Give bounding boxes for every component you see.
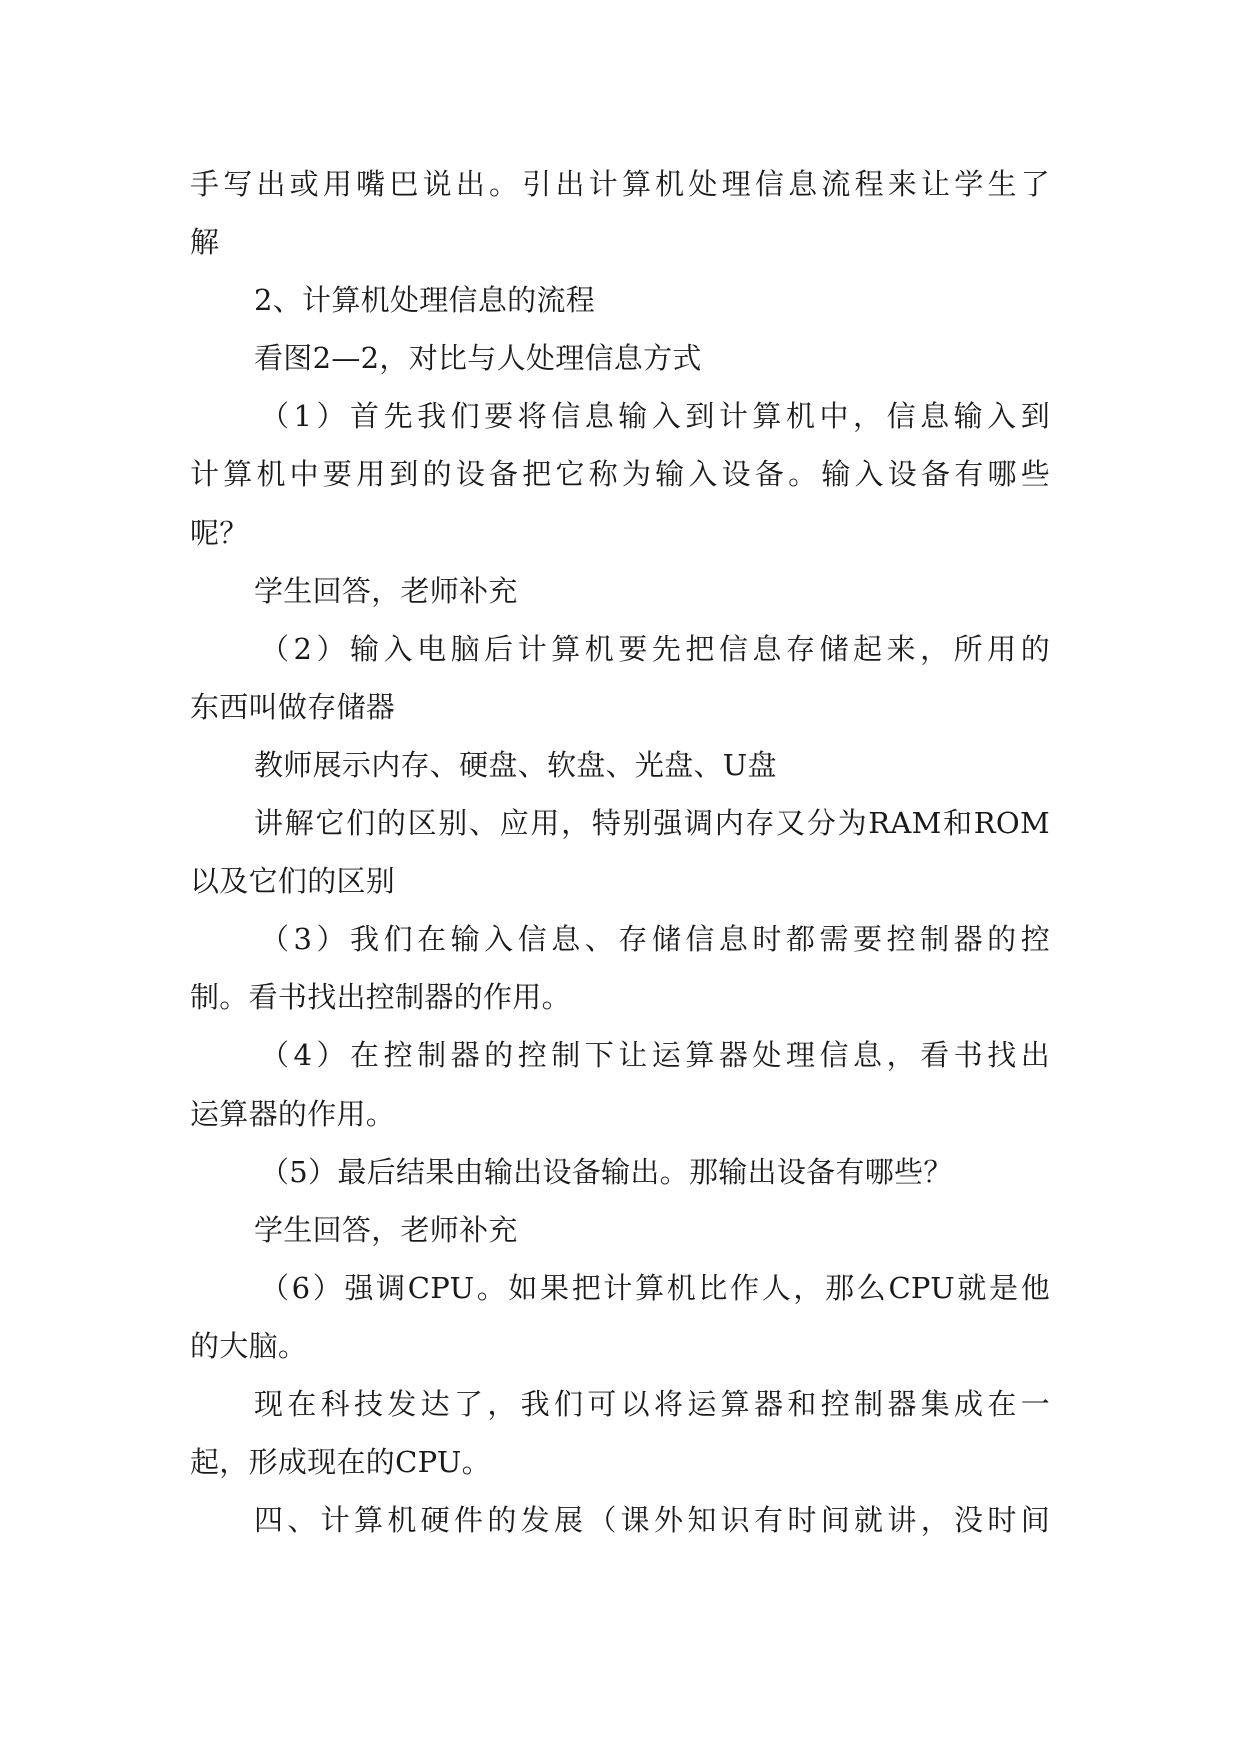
paragraph-line: 东西叫做存储器 <box>190 689 396 724</box>
paragraph-line: 的大脑。 <box>190 1328 308 1363</box>
paragraph-line: 制。看书找出控制器的作用。 <box>190 980 571 1015</box>
paragraph-line: （3）我们在输入信息、存储信息时都需要控制器的控 <box>260 922 1050 957</box>
paragraph-line: （5）最后结果由输出设备输出。那输出设备有哪些？ <box>260 1154 953 1189</box>
section-heading: 2、计算机处理信息的流程 <box>254 283 596 318</box>
paragraph-line: 教师展示内存、硬盘、软盘、光盘、U盘 <box>254 747 777 782</box>
paragraph-line: 呢？ <box>190 515 249 550</box>
paragraph-line: 学生回答，老师补充 <box>254 1212 518 1247</box>
paragraph-line: （1）首先我们要将信息输入到计算机中，信息输入到 <box>260 399 1050 434</box>
paragraph-line: 讲解它们的区别、应用，特别强调内存又分为RAM和ROM <box>254 806 1050 841</box>
paragraph-line: 运算器的作用。 <box>190 1096 396 1131</box>
paragraph-line: 手写出或用嘴巴说出。引出计算机处理信息流程来让学生了 <box>190 167 1050 201</box>
paragraph-line: （2）输入电脑后计算机要先把信息存储起来，所用的 <box>260 631 1050 666</box>
section-heading: 四、计算机硬件的发展（课外知识有时间就讲，没时间 <box>254 1503 1050 1538</box>
paragraph-line: 起，形成现在的CPU。 <box>190 1445 491 1480</box>
paragraph-line: 看图2—2，对比与人处理信息方式 <box>254 341 702 376</box>
paragraph-line: 现在科技发达了，我们可以将运算器和控制器集成在一 <box>254 1386 1050 1421</box>
paragraph-line: （4）在控制器的控制下让运算器处理信息，看书找出 <box>260 1038 1050 1073</box>
paragraph-line: （6）强调CPU。如果把计算机比作人，那么CPU就是他 <box>260 1270 1050 1305</box>
paragraph-line: 学生回答，老师补充 <box>254 573 518 608</box>
paragraph-line: 解 <box>190 225 220 260</box>
body-text <box>190 155 1050 1549</box>
paragraph-line: 计算机中要用到的设备把它称为输入设备。输入设备有哪些 <box>190 457 1050 492</box>
paragraph-line: 以及它们的区别 <box>190 864 396 899</box>
